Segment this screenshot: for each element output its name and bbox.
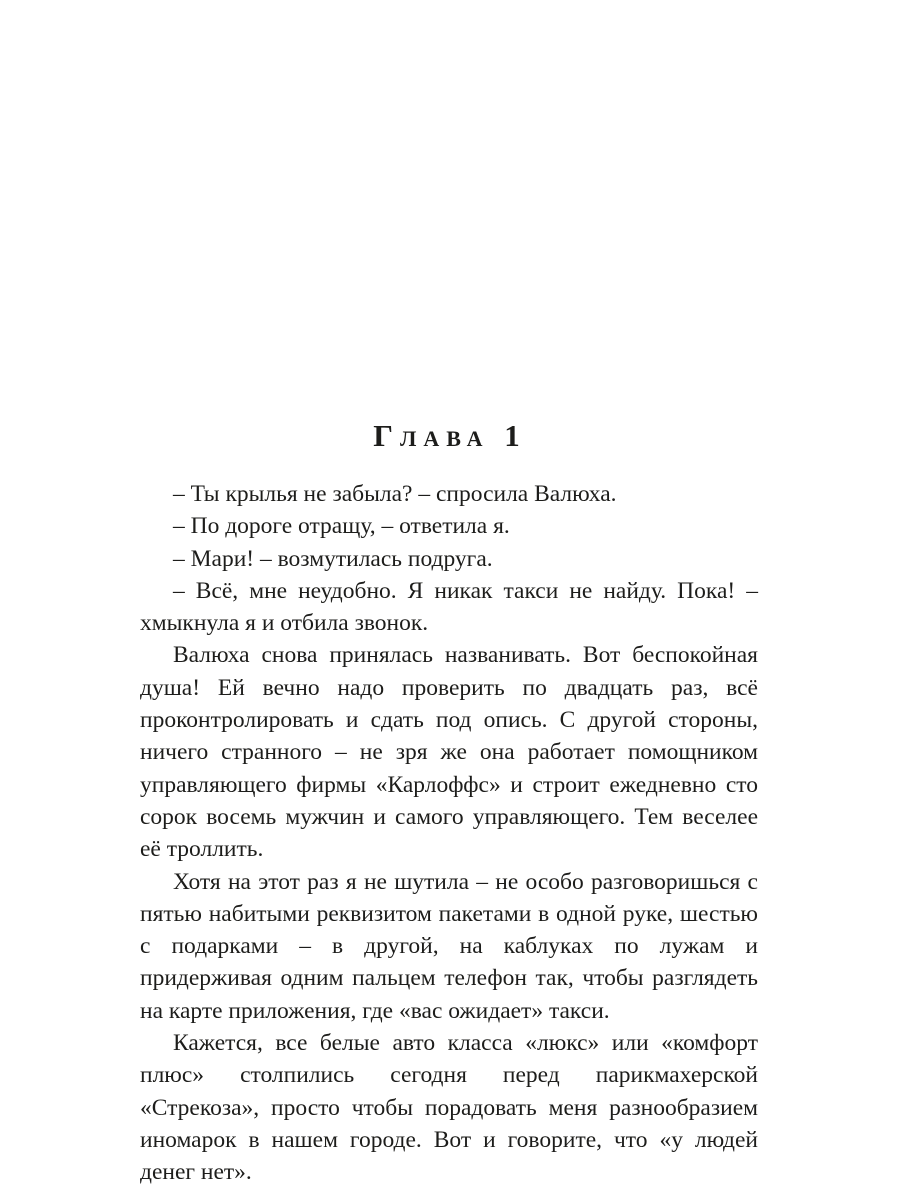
paragraph: Валюха снова принялась названивать. Вот беспокойная душа! Ей вечно надо проверить по двадцать раз, всё проконтролировать и сдать под опись. С другой стороны, ничего странного – не зря же она работает помощником управляющего фирмы «Карлоффс» и строит ежедневно сто сорок восемь мужчин и самого управляющего. Тем веселее её троллить. (140, 642, 758, 863)
paragraph: – Всё, мне неудобно. Я никак такси не найду. Пока! – хмыкнула я и отбила звонок. (140, 577, 758, 637)
paragraph: Кажется, все белые авто класса «люкс» или «комфорт плюс» столпились сегодня перед парикмахерской «Стрекоза», просто чтобы порадовать меня разнообразием иномарок в нашем городе. Вот и говорите, что «у людей денег нет». (140, 1030, 758, 1186)
chapter-title: Глава 1 (373, 418, 527, 453)
paragraph: – Мари! – возмутилась подруга. (173, 545, 493, 572)
paragraph: Хотя на этот раз я не шутила – не особо разговоришься с пятью набитыми реквизитом пакетами в одной руке, шестью с подарками – в другой, на каблуках по лужам и придерживая одним пальцем телефон так, чтобы разглядеть на карте приложения, где «вас ожидает» такси. (140, 868, 758, 1024)
chapter-text (140, 478, 758, 1189)
paragraph: – Ты крылья не забыла? – спросила Валюха. (173, 481, 617, 507)
paragraph: – По дороге отращу, – ответила я. (173, 513, 510, 540)
